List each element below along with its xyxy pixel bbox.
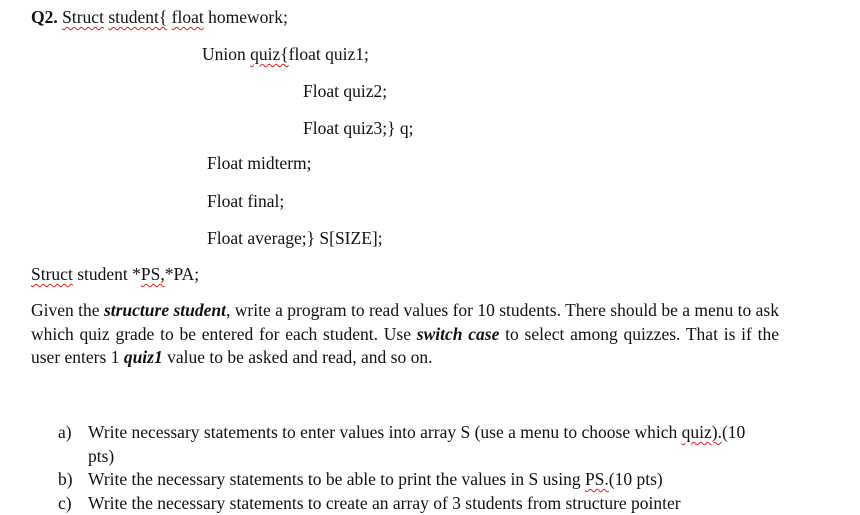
code-text: Float midterm; [207, 153, 312, 173]
sub-question-text [88, 468, 758, 492]
description-text: , write a program to read values for 10 students. There should be a menu to ask which quiz grade to be entered for each student. Use [31, 300, 779, 344]
description-text: to select among quizzes. That is if the user enters 1 [31, 323, 780, 367]
code-flagged-word: PS, [140, 264, 165, 284]
sub-question [58, 421, 758, 468]
code-line-1 [31, 6, 288, 28]
code-line-2 [202, 43, 369, 65]
emphasized-term: switch case [416, 323, 500, 344]
question-description [31, 299, 779, 370]
sub-question-list [58, 421, 758, 515]
sub-question-text: (10 pts) [608, 469, 663, 489]
code-line-3-text [303, 81, 387, 101]
code-line-2-text [202, 44, 369, 64]
code-line-4-text [303, 118, 413, 138]
code-text: float quiz1; [288, 44, 369, 64]
code-line-6-text [207, 191, 284, 211]
code-text: Float quiz3;} q; [303, 118, 414, 138]
sub-question-letter: a) [58, 422, 72, 442]
code-line-4 [303, 117, 413, 139]
emphasized-term: quiz1 [123, 347, 163, 367]
code-line-5-text [207, 153, 312, 173]
code-line-7 [207, 227, 383, 249]
sub-question-text [88, 492, 758, 515]
code-text: Float final; [207, 191, 285, 211]
sub-question-letter: b) [58, 469, 73, 489]
sub-question-text: Write the necessary statements to be able to print the values in S using [88, 469, 585, 489]
sub-question-flagged-word: quiz). [681, 422, 722, 442]
code-text: Float average;} S[SIZE]; [207, 228, 383, 248]
code-flagged-word: quiz{ [250, 44, 289, 64]
code-line-5 [207, 152, 312, 174]
code-flagged-word: float [171, 7, 204, 27]
code-flagged-word: Struct [31, 264, 73, 284]
code-flagged-word: Struct [62, 7, 104, 27]
sub-question [58, 492, 758, 515]
code-text: student * [72, 264, 141, 284]
code-flagged-word: student{ [108, 7, 168, 27]
description-text: value to be asked and read, and so on. [162, 347, 433, 367]
code-line-8 [31, 263, 199, 285]
sub-question-text: Write necessary statements to enter values into array S (use a menu to choose which [88, 422, 682, 442]
sub-question-flagged-word: PS. [584, 469, 609, 489]
code-text: homework; [203, 7, 288, 27]
sub-question-letter: c) [58, 492, 72, 513]
description-text: Given the [31, 300, 104, 320]
emphasized-term: structure student [103, 300, 227, 320]
code-line-7-text [207, 228, 383, 248]
code-line-8-text [31, 264, 199, 284]
code-text: *PA; [164, 264, 200, 284]
code-line-3 [303, 80, 387, 102]
code-text: Float quiz2; [303, 81, 388, 101]
code-line-6 [207, 190, 284, 212]
sub-question-text: (10 pts) [88, 422, 746, 466]
sub-question-text [88, 421, 758, 468]
code-text: Union [202, 44, 251, 64]
sub-question [58, 468, 758, 492]
question-number: Q2. [31, 7, 58, 27]
sub-question-text: Write the necessary statements to create an array of 3 students from structure pointer [88, 492, 681, 513]
code-line-1-text [62, 7, 288, 27]
